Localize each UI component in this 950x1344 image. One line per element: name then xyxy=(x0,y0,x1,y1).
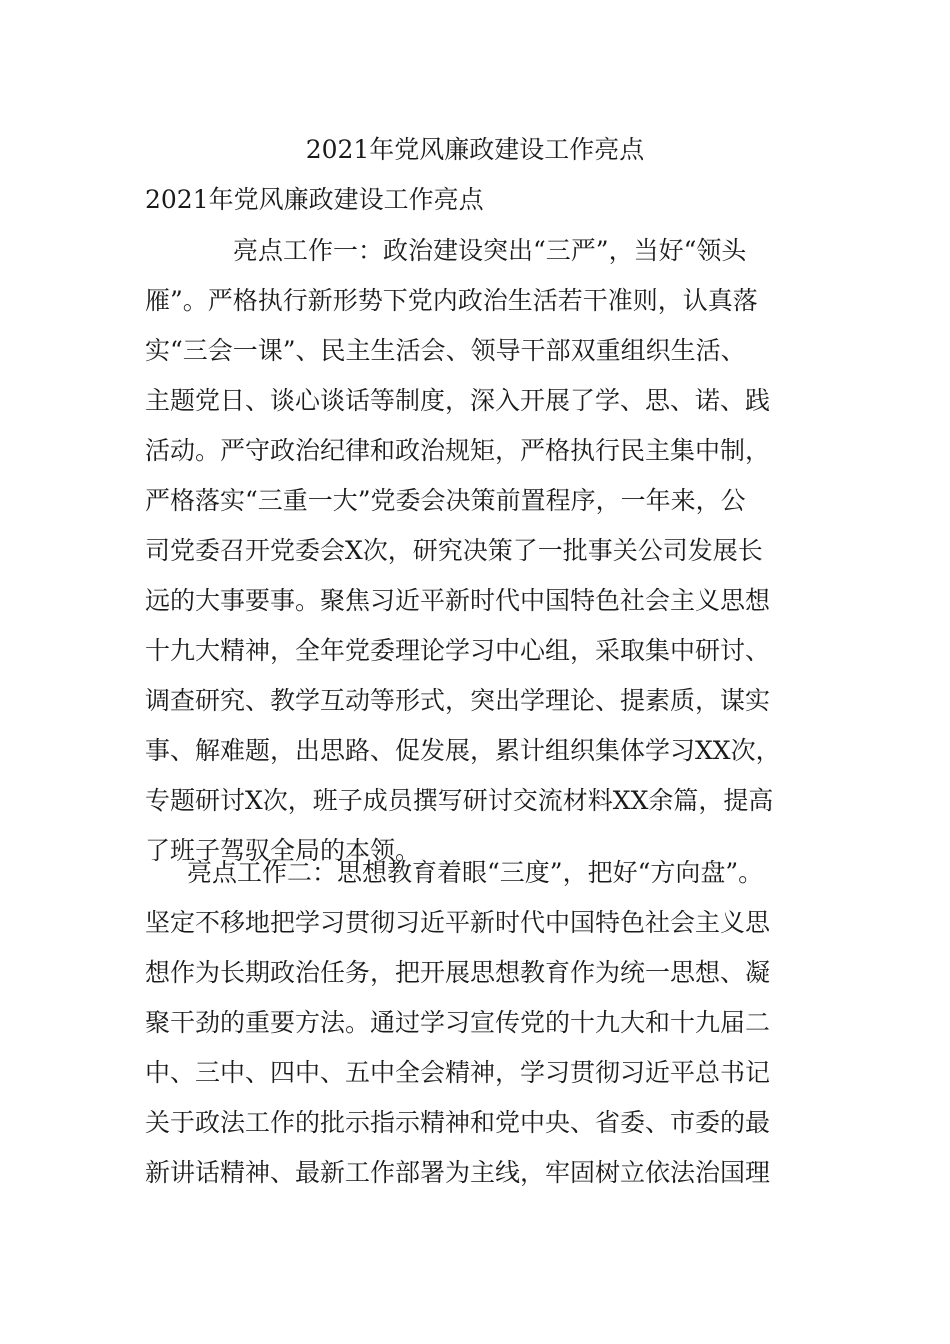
paragraph-line: 主题党日、谈心谈话等制度，深入开展了学、思、诺、践 xyxy=(145,386,771,415)
paragraph-line: 坚定不移地把学习贯彻习近平新时代中国特色社会主义思 xyxy=(145,908,771,937)
paragraph-line: 亮点工作一：政治建设突出“三严”，当好“领头 xyxy=(233,236,747,265)
document-title: 2021年党风廉政建设工作亮点 xyxy=(305,135,645,164)
paragraph-line: 聚干劲的重要方法。通过学习宣传党的十九大和十九届二 xyxy=(145,1008,771,1037)
paragraph-highlight-one xyxy=(145,226,835,876)
paragraph-line: 想作为长期政治任务，把开展思想教育作为统一思想、凝 xyxy=(145,958,771,987)
paragraph-line: 中、三中、四中、五中全会精神，学习贯彻习近平总书记 xyxy=(145,1058,771,1087)
paragraph-line: 远的大事要事。聚焦习近平新时代中国特色社会主义思想 xyxy=(145,586,771,615)
document-subtitle: 2021年党风廉政建设工作亮点 xyxy=(145,185,484,214)
paragraph-line: 事、解难题，出思路、促发展，累计组织集体学习XX次， xyxy=(145,736,781,765)
paragraph-line: 专题研讨X次，班子成员撰写研讨交流材料XX余篇，提高 xyxy=(145,786,774,815)
paragraph-line: 实“三会一课”、民主生活会、领导干部双重组织生活、 xyxy=(145,336,746,365)
paragraph-line: 雁”。严格执行新形势下党内政治生活若干准则，认真落 xyxy=(145,286,758,315)
paragraph-line: 调查研究、教学互动等形式，突出学理论、提素质，谋实 xyxy=(145,686,771,715)
paragraph-line: 十九大精神，全年党委理论学习中心组，采取集中研讨、 xyxy=(145,636,771,665)
paragraph-line: 司党委召开党委会X次，研究决策了一批事关公司发展长 xyxy=(145,536,763,565)
paragraph-line: 活动。严守政治纪律和政治规矩，严格执行民主集中制， xyxy=(145,436,771,465)
paragraph-line: 了班子驾驭全局的本领。 xyxy=(145,836,421,865)
paragraph-line: 亮点工作二：思想教育着眼“三度”，把好“方向盘”。 xyxy=(187,858,764,887)
paragraph-highlight-two xyxy=(145,848,835,1198)
paragraph-line: 严格落实“三重一大”党委会决策前置程序，一年来，公 xyxy=(145,486,746,515)
paragraph-line: 关于政法工作的批示指示精神和党中央、省委、市委的最 xyxy=(145,1108,771,1137)
paragraph-line: 新讲话精神、最新工作部署为主线，牢固树立依法治国理 xyxy=(145,1158,771,1187)
